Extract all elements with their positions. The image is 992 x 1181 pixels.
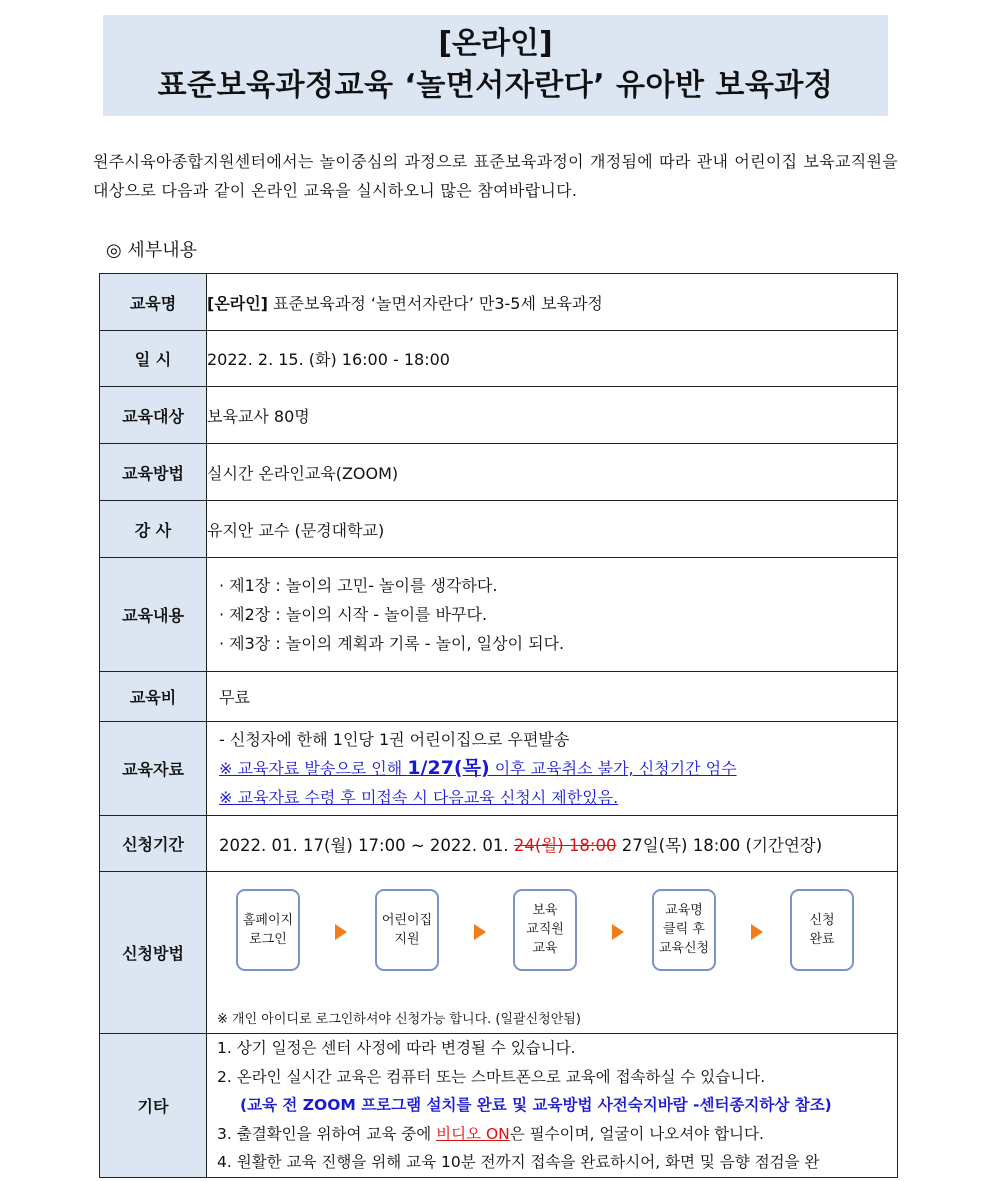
step-complete: 신청 완료 [790, 889, 854, 971]
step-staff-education: 보육 교직원 교육 [513, 889, 577, 971]
page-title-line1: [온라인] [438, 25, 553, 61]
row-fee [100, 672, 898, 722]
value-name [207, 274, 898, 331]
label-date: 일 시 [100, 331, 207, 387]
row-content [100, 558, 898, 672]
misc-line3-post: 은 필수이며, 얼굴이 나오셔야 합니다. [509, 1124, 764, 1143]
label-target: 교육대상 [100, 387, 207, 444]
label-apply: 신청방법 [100, 872, 207, 1034]
value-method: 실시간 온라인교육(ZOOM) [207, 444, 898, 501]
intro-paragraph: 원주시육아종합지원센터에서는 놀이중심의 과정으로 표준보육과정이 개정됨에 따라 관내 어린이집 보육교직원을 대상으로 다음과 같이 온라인 교육을 실시하오니 많은 참여바랍니다. [93, 152, 898, 200]
misc-line4: 4. 원활한 교육 진행을 위해 교육 10분 전까지 접속을 완료하시어, 화면 및 음향 점검을 완 [217, 1153, 820, 1171]
online-tag: [온라인] [207, 293, 268, 313]
row-lecturer [100, 501, 898, 558]
apply-note: ※ 개인 아이디로 로그인하셔야 신청가능 합니다. (일괄신청안됨) [217, 1011, 581, 1027]
label-period: 신청기간 [100, 816, 207, 872]
value-date: 2022. 2. 15. (화) 16:00 - 18:00 [207, 331, 898, 387]
materials-line3: ※ 교육자료 수령 후 미접속 시 다음교육 신청시 제한있음. [219, 788, 619, 807]
materials-line2-pre: ※ 교육자료 발송으로 인해 [219, 759, 408, 778]
label-method: 교육방법 [100, 444, 207, 501]
content-item: · 제1장 : 놀이의 고민- 놀이를 생각하다. [219, 576, 498, 595]
apply-flow [207, 873, 897, 1033]
content-item: · 제3장 : 놀이의 계획과 기록 - 놀이, 일상이 되다. [219, 634, 565, 653]
misc-line3 [217, 1120, 897, 1149]
detail-table [99, 273, 898, 1178]
value-apply [207, 872, 898, 1034]
label-name: 교육명 [100, 274, 207, 331]
row-period [100, 816, 898, 872]
value-content [207, 558, 898, 672]
misc-line3-pre: 3. 출결확인을 위하여 교육 중에 [217, 1124, 437, 1143]
row-name [100, 274, 898, 331]
label-materials: 교육자료 [100, 722, 207, 816]
section-label: ◎ 세부내용 [106, 240, 197, 261]
content-item: · 제2장 : 놀이의 시작 - 놀이를 바꾸다. [219, 605, 488, 624]
row-materials [100, 722, 898, 816]
row-date [100, 331, 898, 387]
arrow-icon [612, 924, 624, 940]
course-title: 표준보육과정 ‘놀면서자란다’ 만3-5세 보육과정 [268, 293, 603, 313]
row-target [100, 387, 898, 444]
value-fee: 무료 [207, 672, 898, 722]
value-misc [207, 1034, 898, 1178]
value-lecturer: 유지안 교수 (문경대학교) [207, 501, 898, 558]
misc-line1: 1. 상기 일정은 센터 사정에 따라 변경될 수 있습니다. [217, 1039, 576, 1057]
step-click-apply: 교육명 클릭 후 교육신청 [652, 889, 716, 971]
misc-line2-note: (교육 전 ZOOM 프로그램 설치를 완료 및 교육방법 사전숙지바람 -센터종지하상 참조) [240, 1096, 832, 1114]
cancel-deadline: 1/27(목) [407, 757, 490, 779]
materials-line1: - 신청자에 한해 1인당 1권 어린이집으로 우편발송 [219, 730, 570, 749]
period-old-end: 24(월) 18:00 [513, 835, 617, 855]
label-fee: 교육비 [100, 672, 207, 722]
value-target: 보육교사 80명 [207, 387, 898, 444]
arrow-icon [751, 924, 763, 940]
video-on-text: 비디오 ON [436, 1124, 510, 1143]
step-homepage-login: 홈페이지 로그인 [236, 889, 300, 971]
row-apply [100, 872, 898, 1034]
row-method [100, 444, 898, 501]
label-lecturer: 강 사 [100, 501, 207, 558]
period-new-end: 27일(목) 18:00 (기간연장) [616, 835, 823, 855]
arrow-icon [474, 924, 486, 940]
step-daycare-support: 어린이집 지원 [375, 889, 439, 971]
period-pre: 2022. 01. 17(월) 17:00 ~ 2022. 01. [219, 835, 514, 855]
misc-line2: 2. 온라인 실시간 교육은 컴퓨터 또는 스마트폰으로 교육에 접속하실 수 있습니다. [217, 1067, 766, 1086]
materials-line2-post: 이후 교육취소 불가, 신청기간 엄수 [489, 759, 737, 778]
value-period [207, 816, 898, 872]
row-misc [100, 1034, 898, 1178]
title-box [103, 15, 888, 116]
label-content: 교육내용 [100, 558, 207, 672]
page-title-line2: 표준보육과정교육 ‘놀면서자란다’ 유아반 보육과정 [157, 67, 834, 103]
value-materials [207, 722, 898, 816]
arrow-icon [335, 924, 347, 940]
materials-line2 [219, 754, 897, 783]
label-misc: 기타 [100, 1034, 207, 1178]
